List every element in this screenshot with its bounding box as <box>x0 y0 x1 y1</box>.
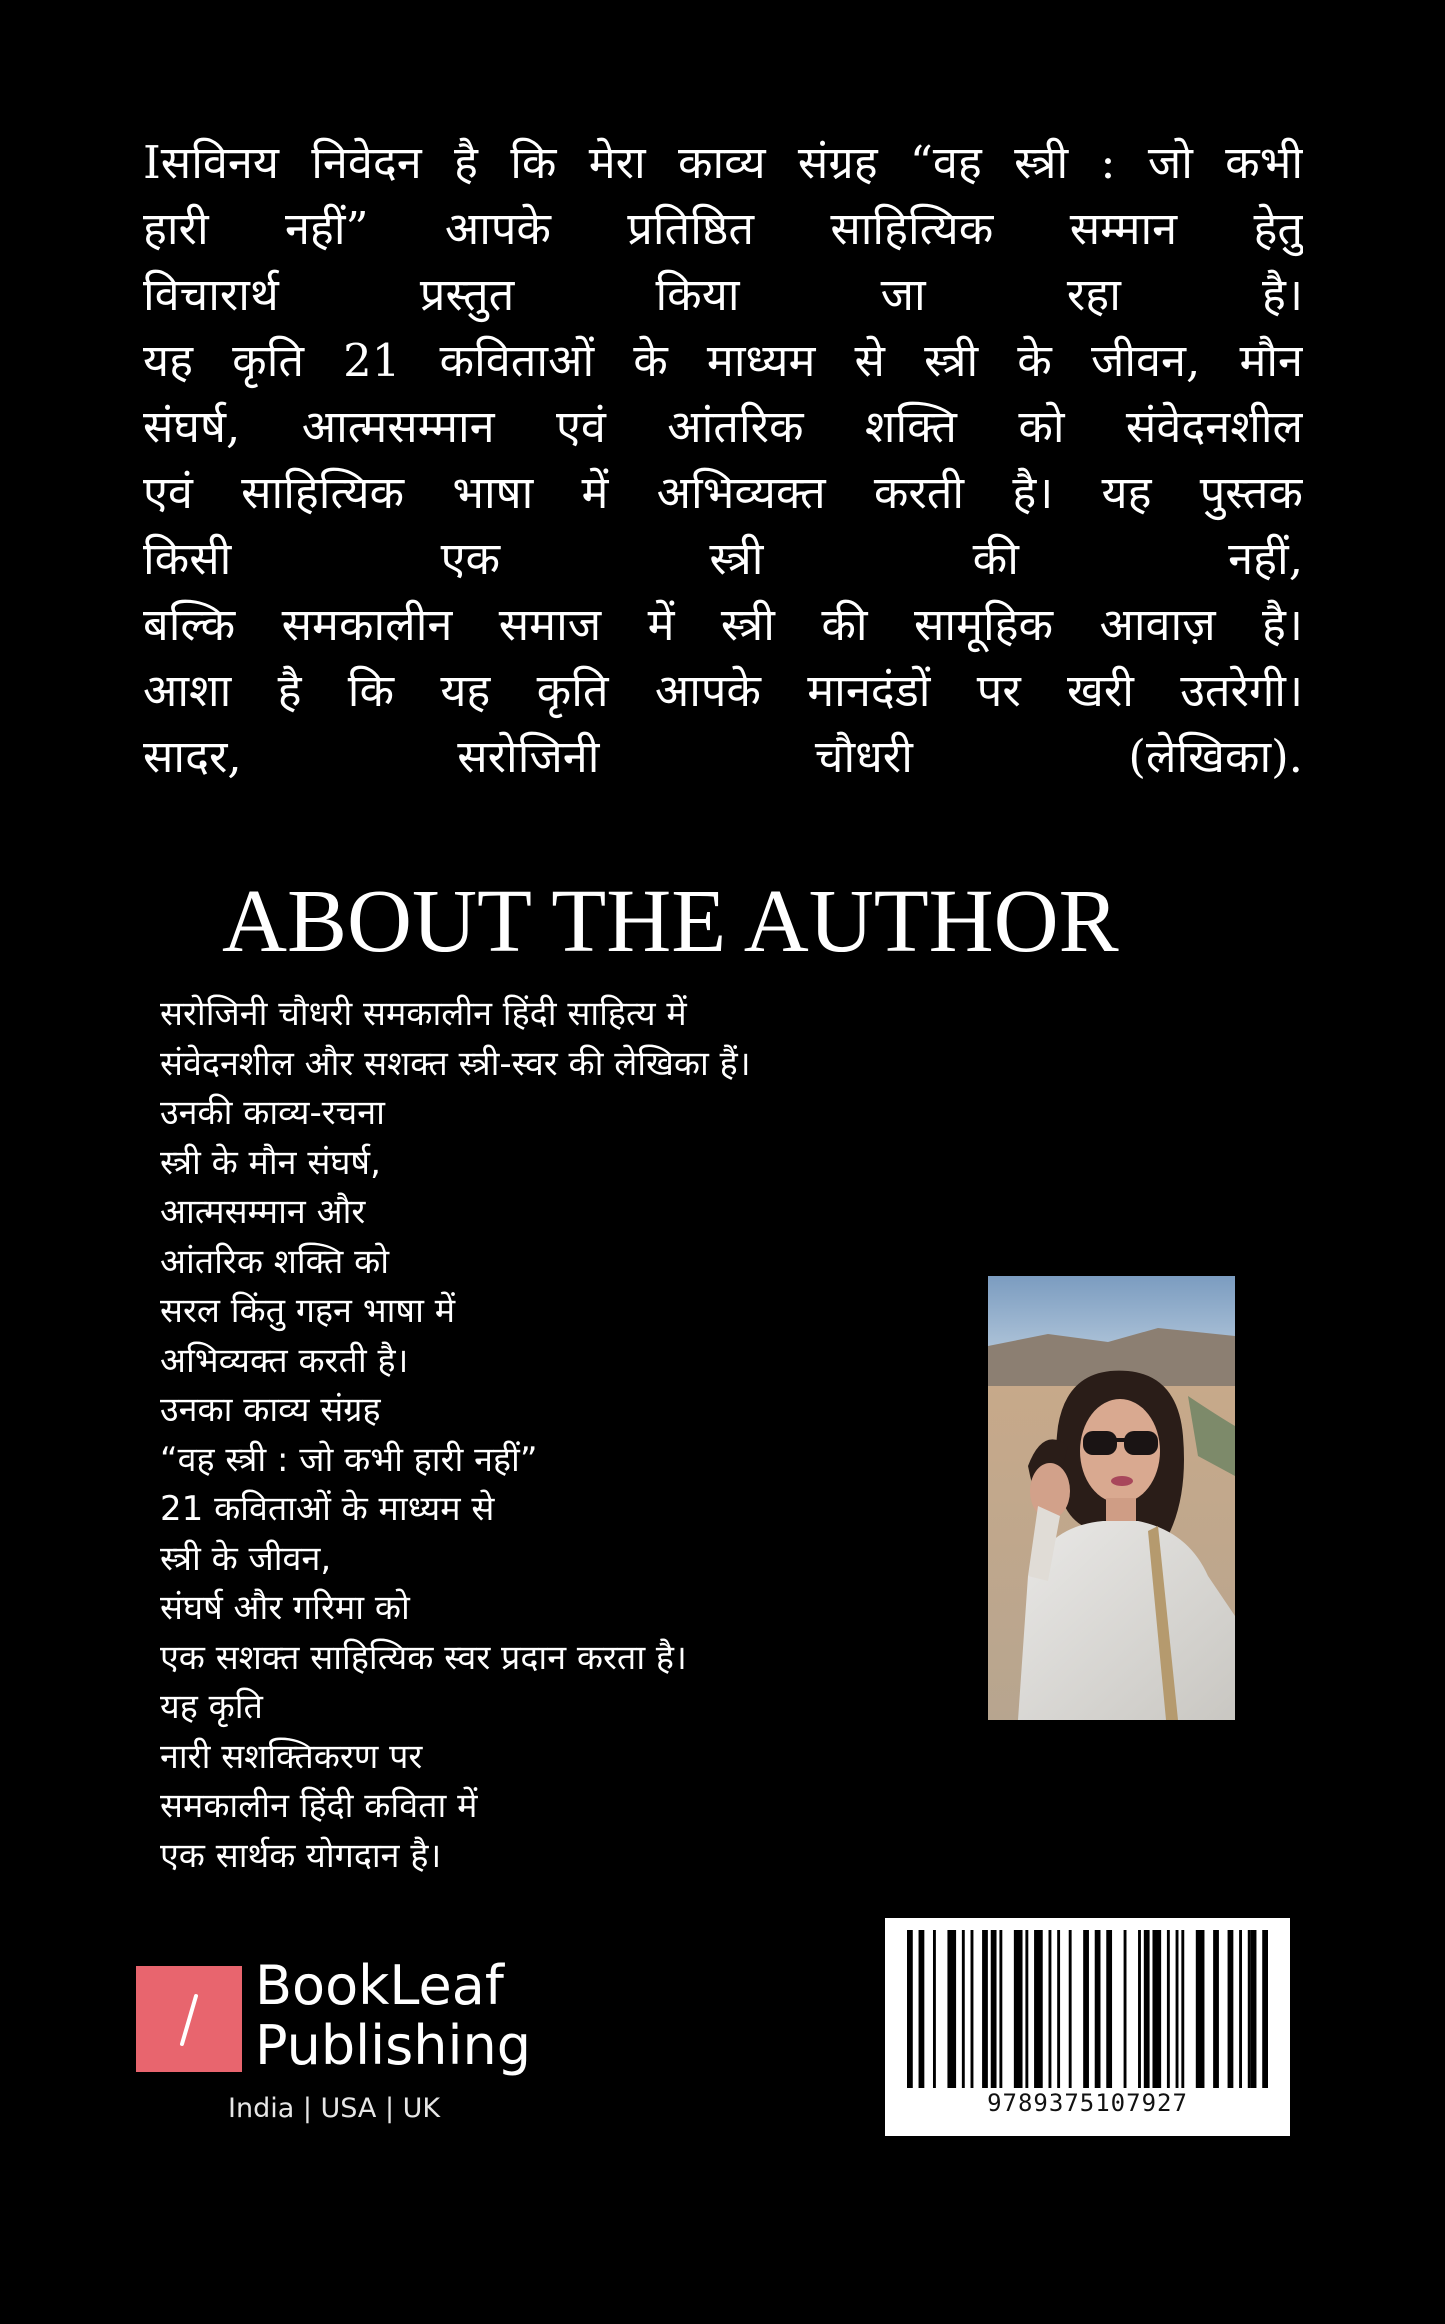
barcode-bar <box>1248 1930 1251 2088</box>
barcode-bar <box>1049 1930 1052 2088</box>
barcode-bar <box>1213 1930 1219 2088</box>
bio-line: एक सशक्त साहित्यिक स्वर प्रदान करता है। <box>160 1637 687 1678</box>
barcode-bar <box>1181 1930 1184 2088</box>
bio-line: संवेदनशील और सशक्त स्त्री-स्वर की लेखिका हैं। <box>160 1043 751 1084</box>
intro-line: हारी नहीं” आपके प्रतिष्ठित साहित्यिक सम्मान हेतु <box>143 202 1303 255</box>
about-author-heading: ABOUT THE AUTHOR <box>222 872 1119 971</box>
author-photo <box>988 1276 1235 1720</box>
bio-line: स्त्री के जीवन, <box>160 1538 332 1579</box>
bio-line: उनका काव्य संग्रह <box>160 1390 381 1430</box>
bio-line: एक सार्थक योगदान है। <box>160 1835 442 1876</box>
intro-line: आशा है कि यह कृति आपके मानदंडों पर खरी उतरेगी। <box>143 664 1303 717</box>
barcode-bar <box>1106 1930 1112 2088</box>
bio-line: उनकी काव्य-रचना <box>160 1093 385 1133</box>
barcode-bar <box>1034 1930 1043 2088</box>
bio-line: सरोजिनी चौधरी समकालीन हिंदी साहित्य में <box>160 994 687 1034</box>
barcode-bar <box>982 1930 988 2088</box>
barcode-bar <box>907 1930 913 2088</box>
barcode-bar <box>1228 1930 1234 2088</box>
intro-line: सादर, सरोजिनी चौधरी (लेखिका). <box>143 730 1303 783</box>
isbn-barcode <box>885 1918 1290 2136</box>
bio-line: यह कृति <box>160 1687 263 1727</box>
barcode-bar <box>1239 1930 1242 2088</box>
bio-line: आत्मसम्मान और <box>160 1192 366 1232</box>
intro-line: यह कृति 21 कविताओं के माध्यम से स्त्री के जीवन, मौन <box>143 334 1303 387</box>
barcode-bar <box>933 1930 936 2088</box>
slash-icon <box>136 1966 242 2072</box>
barcode-bar <box>1262 1930 1268 2088</box>
author-bio <box>160 990 940 1881</box>
barcode-bar <box>999 1930 1002 2088</box>
barcode-bar <box>1152 1930 1161 2088</box>
barcode-bars <box>903 1930 1272 2088</box>
barcode-bar <box>1095 1930 1101 2088</box>
barcode-bar <box>1057 1930 1060 2088</box>
barcode-bar <box>1014 1930 1023 2088</box>
bio-line: आंतरिक शक्ति को <box>160 1241 390 1282</box>
intro-line: बल्कि समकालीन समाज में स्त्री की सामूहिक आवाज़ है। <box>143 598 1303 651</box>
barcode-bar <box>1138 1930 1141 2088</box>
barcode-bar <box>1144 1930 1150 2088</box>
intro-paragraph <box>143 130 1303 790</box>
intro-line: किसी एक स्त्री की नहीं, <box>143 532 1303 585</box>
intro-line: Iसविनय निवेदन है कि मेरा काव्य संग्रह “वह स्त्री : जो कभी <box>143 136 1303 189</box>
bio-line: संघर्ष और गरिमा को <box>160 1588 410 1628</box>
barcode-bar <box>991 1930 997 2088</box>
barcode-bar <box>1167 1930 1170 2088</box>
publisher-logo <box>136 1966 242 2072</box>
barcode-bar <box>1083 1930 1089 2088</box>
publisher-regions: India | USA | UK <box>228 2093 441 2124</box>
publisher-name-line2: Publishing <box>255 2014 531 2077</box>
barcode-bar <box>1124 1930 1127 2088</box>
bio-line: सरल किंतु गहन भाषा में <box>160 1291 456 1331</box>
barcode-bar <box>962 1930 965 2088</box>
barcode-bar <box>1251 1930 1257 2088</box>
bio-line: अभिव्यक्त करती है। <box>160 1340 409 1381</box>
barcode-bar <box>947 1930 956 2088</box>
barcode-bar <box>971 1930 974 2088</box>
barcode-bar <box>1176 1930 1179 2088</box>
barcode-bar <box>1025 1930 1028 2088</box>
barcode-bar <box>1069 1930 1072 2088</box>
barcode-bar <box>919 1930 925 2088</box>
intro-line: एवं साहित्यिक भाषा में अभिव्यक्त करती है। यह पुस्तक <box>143 466 1303 519</box>
intro-line: संघर्ष, आत्मसम्मान एवं आंतरिक शक्ति को संवेदनशील <box>143 400 1303 453</box>
bio-line: स्त्री के मौन संघर्ष, <box>160 1142 381 1183</box>
bio-line: नारी सशक्तिकरण पर <box>160 1736 423 1777</box>
bio-line: “वह स्त्री : जो कभी हारी नहीं” <box>160 1439 538 1480</box>
bio-line: समकालीन हिंदी कविता में <box>160 1786 478 1826</box>
publisher-name-line1: BookLeaf <box>255 1954 504 2017</box>
bio-line: 21 कविताओं के माध्यम से <box>160 1489 495 1529</box>
publisher-name <box>255 1956 531 2076</box>
intro-line: विचारार्थ प्रस्तुत किया जा रहा है। <box>143 268 1303 321</box>
barcode-bar <box>1196 1930 1205 2088</box>
isbn-number: 9789375107927 <box>987 2089 1188 2117</box>
